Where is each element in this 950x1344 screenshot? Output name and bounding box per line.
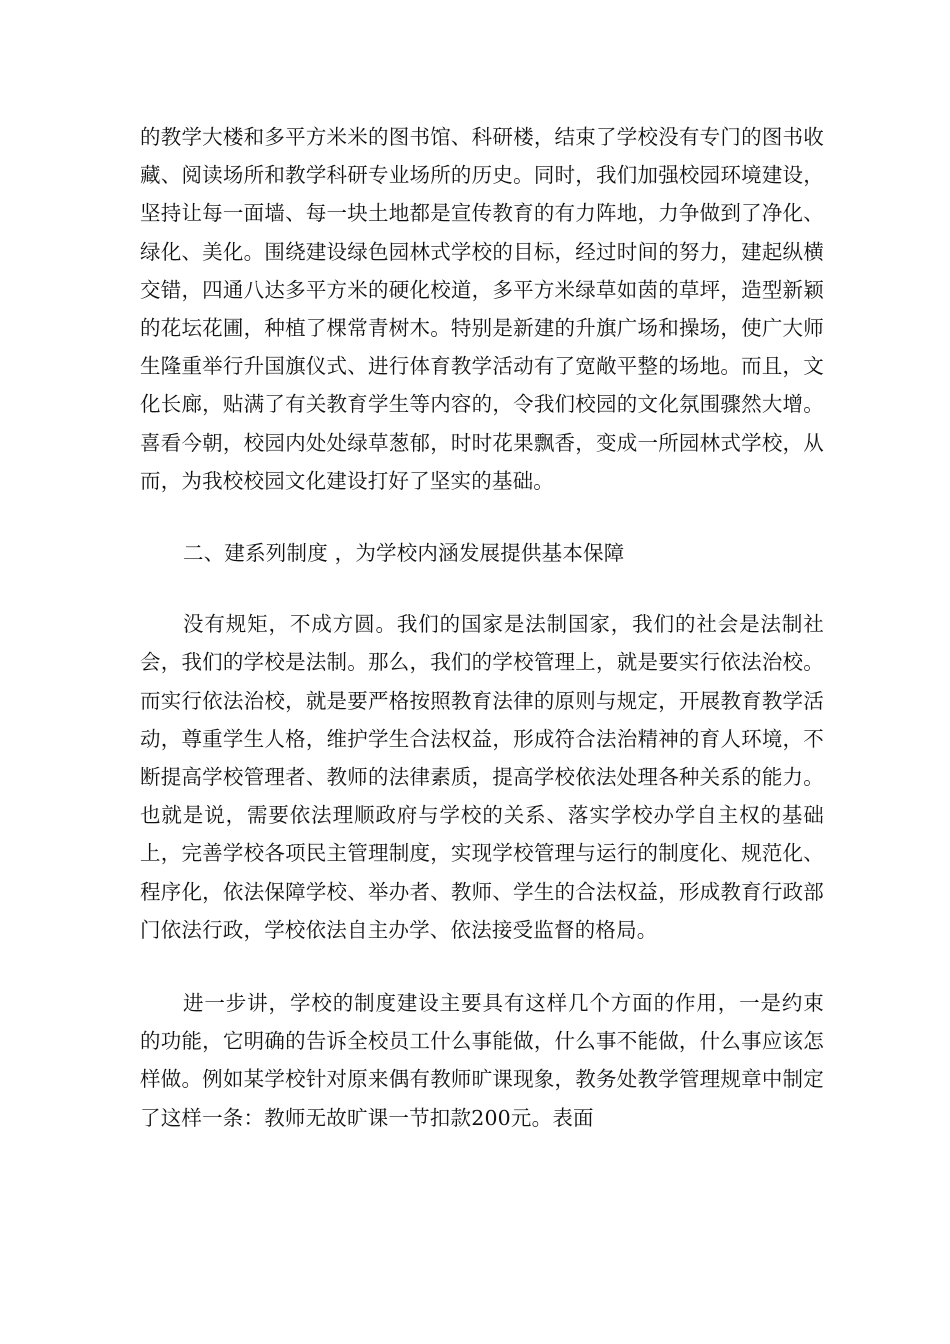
body-paragraph-3: 进一步讲，学校的制度建设主要具有这样几个方面的作用，一是约束的功能，它明确的告诉全校员工什么事能做，什么事不能做，什么事应该怎样做。例如某学校针对原来偶有教师旷课现象，教务处教学管理规章中制定了这样一条：教师无故旷课一节扣款200元。表面	[140, 991, 824, 1130]
paragraph-spacer	[140, 500, 824, 534]
paragraph-spacer	[140, 949, 824, 984]
section-heading: 二、建系列制度 ，为学校内涵发展提供基本保障	[183, 541, 625, 566]
text-column	[140, 118, 824, 1137]
body-paragraph-1: 的教学大楼和多平方米米的图书馆、科研楼，结束了学校没有专门的图书收藏、阅读场所和教学科研专业场所的历史。同时，我们加强校园环境建设，坚持让每一面墙、每一块土地都是宣传教育的有力阵地，力争做到了净化、绿化、美化。围绕建设绿色园林式学校的目标，经过时间的努力，建起纵横交错，四通八达多平方米的硬化校道，多平方米绿草如茵的草坪，造型新颖的花坛花圃，种植了棵常青树木。特别是新建的升旗广场和操场，使广大师生隆重举行升国旗仪式、进行体育教学活动有了宽敞平整的场地。而且，文化长廊，贴满了有关教育学生等内容的，令我们校园的文化氛围骤然大增。喜看今朝，校园内处处绿草葱郁，时时花果飘香，变成一所园林式学校，从而，为我校校园文化建设打好了坚实的基础。	[140, 125, 824, 493]
paragraph-spacer	[140, 572, 824, 605]
body-paragraph-2: 没有规矩，不成方圆。我们的国家是法制国家，我们的社会是法制社会，我们的学校是法制。那么，我们的学校管理上，就是要实行依法治校。而实行依法治校，就是要严格按照教育法律的原则与规定，开展教育教学活动，尊重学生人格，维护学生合法权益，形成符合法治精神的育人环境，不断提高学校管理者、教师的法律素质，提高学校依法处理各种关系的能力。也就是说，需要依法理顺政府与学校的关系、落实学校办学自主权的基础上，完善学校各项民主管理制度，实现学校管理与运行的制度化、规范化、程序化，依法保障学校、举办者、教师、学生的合法权益，形成教育行政部门依法行政，学校依法自主办学、依法接受监督的格局。	[140, 612, 824, 942]
